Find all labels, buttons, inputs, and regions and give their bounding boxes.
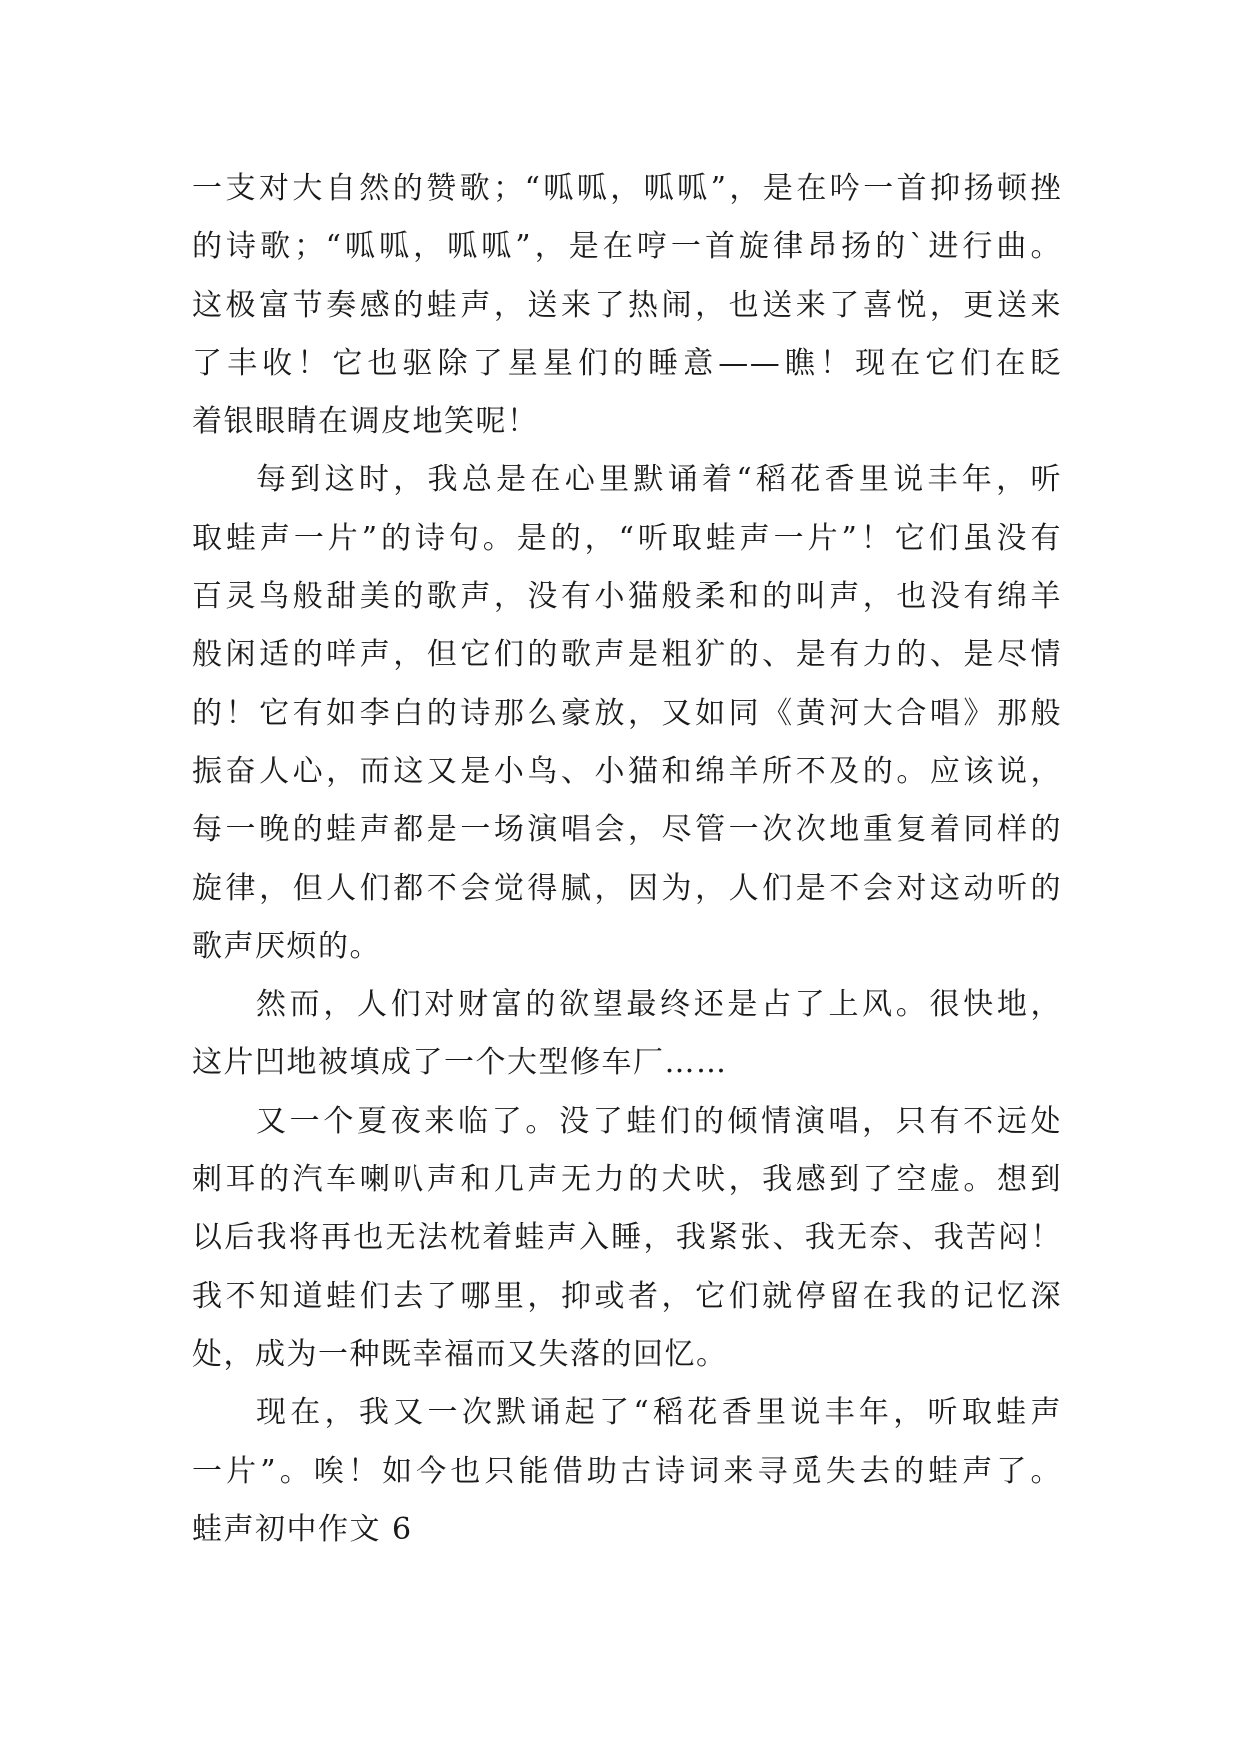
- text-line: 一支对大自然的赞歌；“呱呱，呱呱”，是在吟一首抑扬顿挫: [192, 171, 1062, 206]
- text-line: 旋律，但人们都不会觉得腻，因为，人们是不会对这动听的: [192, 870, 1062, 906]
- text-line: 的！它有如李白的诗那么豪放，又如同《黄河大合唱》那般: [192, 695, 1062, 731]
- text-line: 然而，人们对财富的欲望最终还是占了上风。很快地，: [256, 987, 1062, 1023]
- text-line: 振奋人心，而这又是小鸟、小猫和绵羊所不及的。应该说，: [192, 753, 1062, 789]
- text-line: 了丰收！它也驱除了星星们的睡意——瞧！现在它们在眨: [192, 345, 1062, 381]
- text-line: 这极富节奏感的蛙声，送来了热闹，也送来了喜悦，更送来: [192, 287, 1062, 323]
- text-line: 百灵鸟般甜美的歌声，没有小猫般柔和的叫声，也没有绵羊: [192, 579, 1062, 615]
- text-line: 取蛙声一片”的诗句。是的，“听取蛙声一片”！它们虽没有: [192, 520, 1062, 556]
- text-line: 蛙声初中作文 6: [192, 1511, 413, 1547]
- text-line: 又一个夏夜来临了。没了蛙们的倾情演唱，只有不远处: [256, 1103, 1062, 1139]
- text-line: 以后我将再也无法枕着蛙声入睡，我紧张、我无奈、我苦闷！: [192, 1220, 1062, 1256]
- text-line: 般闲适的咩声，但它们的歌声是粗犷的、是有力的、是尽情: [192, 637, 1062, 673]
- text-line: 的诗歌；“呱呱，呱呱”，是在哼一首旋律昂扬的`进行曲。: [192, 229, 1062, 265]
- text-line: 着银眼睛在调皮地笑呢！: [192, 404, 539, 440]
- text-line: 我不知道蛙们去了哪里，抑或者，它们就停留在我的记忆深: [192, 1278, 1062, 1314]
- text-line: 每一晚的蛙声都是一场演唱会，尽管一次次地重复着同样的: [192, 812, 1062, 848]
- text-line: 处，成为一种既幸福而又失落的回忆。: [192, 1336, 728, 1372]
- text-line: 歌声厌烦的。: [192, 928, 381, 964]
- text-line: 现在，我又一次默诵起了“稻花香里说丰年，听取蛙声: [256, 1395, 1062, 1431]
- text-line: 一片”。唉！如今也只能借助古诗词来寻觅失去的蛙声了。: [192, 1453, 1062, 1489]
- essay-body: [192, 160, 1062, 1559]
- text-line: 刺耳的汽车喇叭声和几声无力的犬吠，我感到了空虚。想到: [192, 1162, 1062, 1198]
- text-line: 每到这时，我总是在心里默诵着“稻花香里说丰年，听: [256, 462, 1062, 498]
- text-line: 这片凹地被填成了一个大型修车厂……: [192, 1045, 728, 1081]
